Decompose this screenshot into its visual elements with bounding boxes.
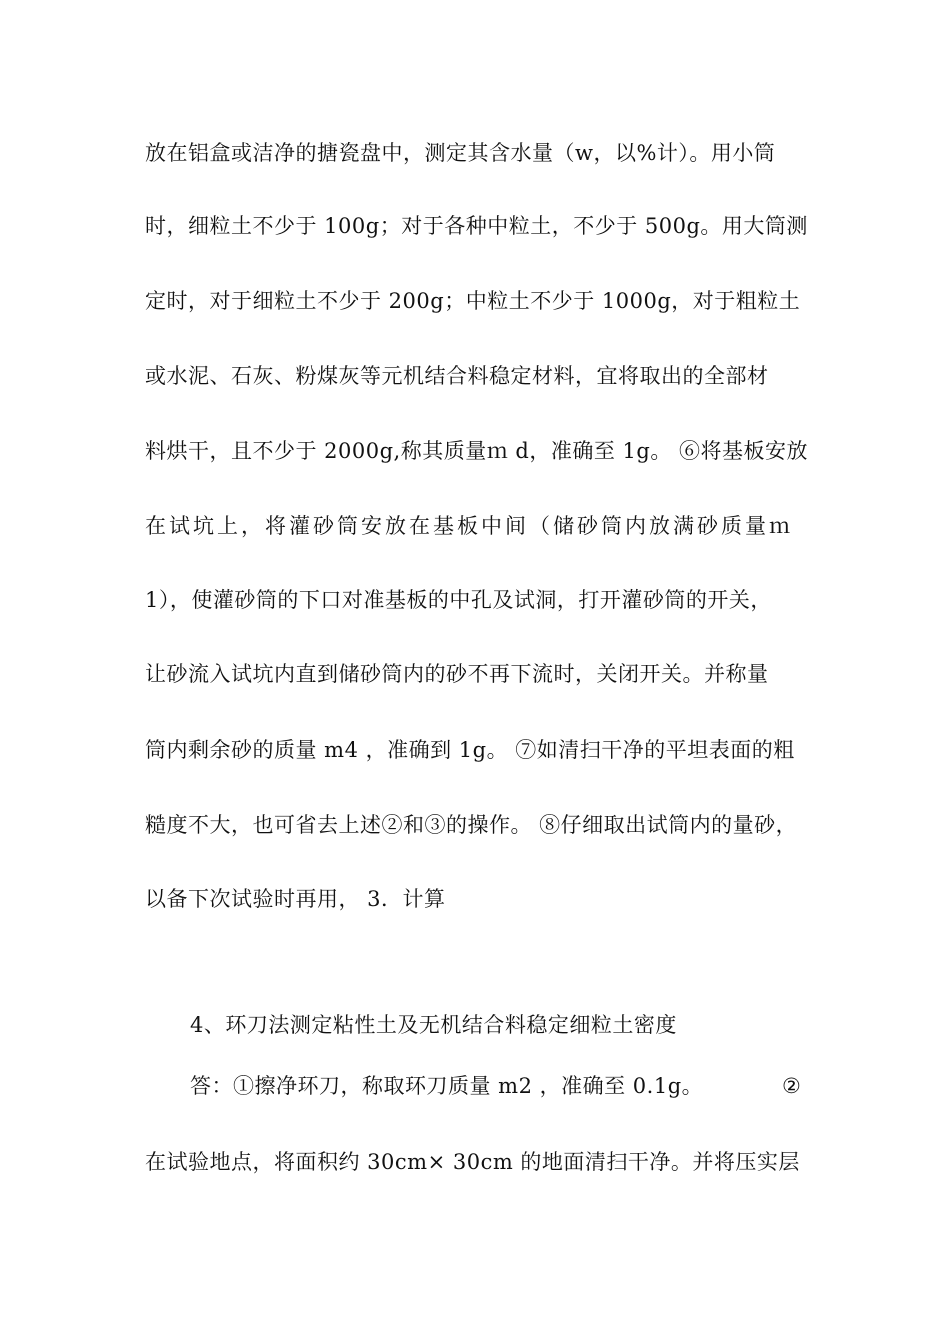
text-line: 在试验地点，将面积约 30cm× 30cm 的地面清扫干净。并将压实层	[145, 1150, 800, 1174]
section-heading: 4、环刀法测定粘性土及无机结合料稳定细粒土密度	[190, 1013, 677, 1037]
text-line: 在试坑上，将灌砂筒安放在基板中间（储砂筒内放满砂质量ｍ	[145, 514, 793, 538]
answer-line: 答：①擦净环刀，称取环刀质量 m2 ，准确至 0.1g。	[190, 1074, 704, 1098]
text-line: 以备下次试验时再用， 3．计算	[145, 887, 446, 911]
text-line: 料烘干，且不少于 2000g,称其质量ｍ d，准确至 1g。 ⑥将基板安放	[145, 439, 809, 463]
text-line: 筒内剩余砂的质量 m4 ，准确到 1g。 ⑦如清扫干净的平坦表面的粗	[145, 738, 795, 762]
text-line: 放在铝盒或洁净的搪瓷盘中，测定其含水量（w，以%计）。用小筒	[145, 141, 776, 165]
step-marker: ②	[782, 1074, 801, 1098]
text-line: 糙度不大，也可省去上述②和③的操作。 ⑧仔细取出试筒内的量砂，	[145, 813, 798, 837]
text-line: 让砂流入试坑内直到储砂筒内的砂不再下流时，关闭开关。并称量	[145, 662, 769, 686]
text-line: 时，细粒土不少于 100g；对于各种中粒土，不少于 500g。用大筒测	[145, 214, 808, 238]
text-line: 或水泥、石灰、粉煤灰等元机结合料稳定材料，宜将取出的全部材	[145, 364, 769, 388]
text-line: 1），使灌砂筒的下口对准基板的中孔及试洞，打开灌砂筒的开关，	[145, 588, 772, 612]
text-line: 定时，对于细粒土不少于 200g；中粒土不少于 1000g，对于粗粒土	[145, 289, 801, 313]
